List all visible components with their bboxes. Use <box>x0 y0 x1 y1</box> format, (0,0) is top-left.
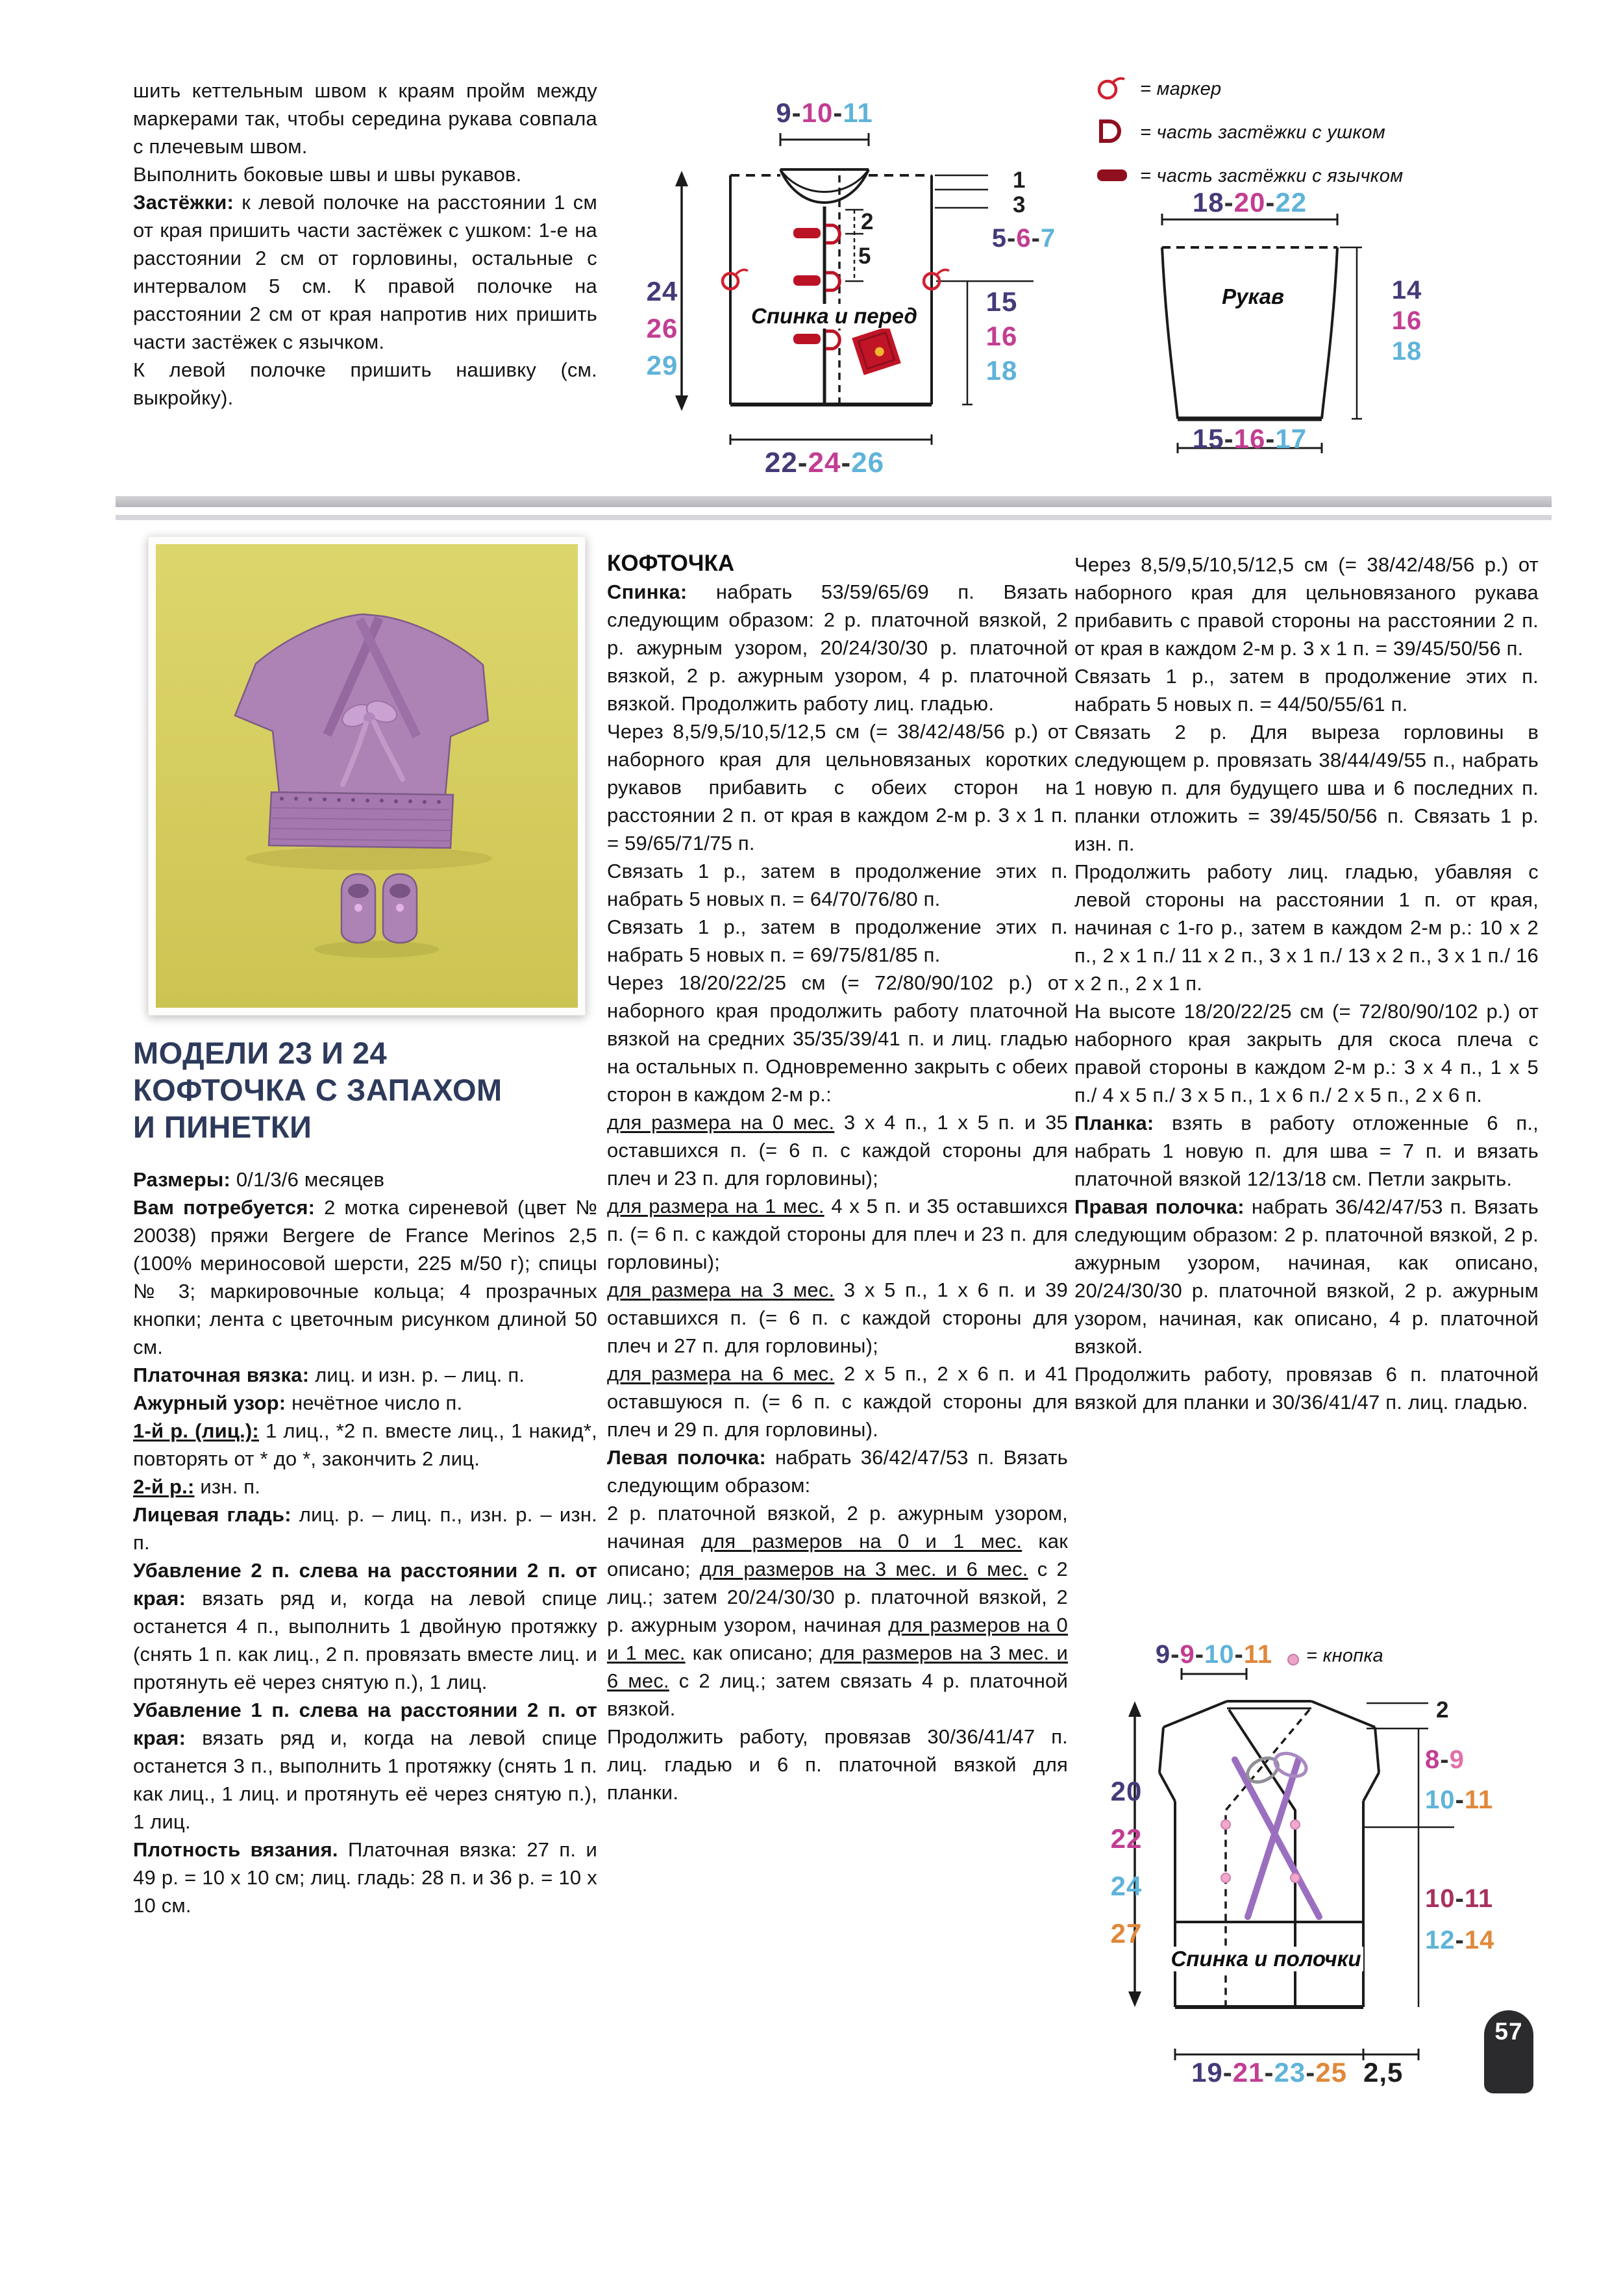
clasp-tongue-icon <box>1089 157 1140 195</box>
paragraph: Через 18/20/22/25 см (= 72/80/90/102 р.) от наборного края продолжить работу платочной вязкой на средних 35/35/39/41 п. и лиц. гладью на остальных п. Одновременно закрыть с обеих сторон в каждом 2-м р.: <box>607 971 1068 1106</box>
size-value: 16 <box>1391 306 1422 335</box>
size-value: 21 <box>1232 2057 1265 2088</box>
dim-fronts-band-height: 12-14 <box>1425 1926 1495 1954</box>
size-value: 19 <box>1191 2057 1223 2088</box>
paragraph: Спинка: набрать 53/59/65/69 п. Вязать следующим образом: 2 р. платочной вязкой, 2 р. ажурным узором, 20/24/30/30 р. платочной вязкой, 2 р. ажурным узором, 4 р. платочной вязкой. Продолжить работу лиц. гладью. <box>607 580 1068 715</box>
paragraph: шить кеттельным швом к краям пройм между маркерами так, чтобы середина рукава совпала с плечевым швом. <box>133 79 597 158</box>
arrow-up-icon <box>675 171 688 186</box>
paragraph: Выполнить боковые швы и швы рукавов. <box>133 163 522 186</box>
legend-item-clasp-eye <box>1089 115 1403 150</box>
section-heading <box>133 1034 502 1145</box>
paragraph: для размера на 1 мес. 4 х 5 п. и 35 оставшихся п. (= 6 п. с каждой стороны для плеч и 23 п. для горловины); <box>607 1195 1068 1273</box>
size-value: 26 <box>851 447 885 479</box>
size-value: 7 <box>1040 224 1056 253</box>
size-value: 22 <box>1110 1823 1143 1854</box>
schematic-back-front-label: Спинка и перед <box>740 304 928 329</box>
size-value: 27 <box>1110 1918 1143 1949</box>
page-number: 57 <box>1494 2018 1523 2045</box>
materials-column <box>133 1166 597 1919</box>
size-value: 15 <box>985 286 1018 317</box>
dim-right-heights <box>973 284 1031 388</box>
dim-bottom-width: 22-24-26 <box>764 447 885 479</box>
paragraph: Убавление 1 п. слева на расстоянии 2 п. от края: вязать ряд и, когда на левой спице останется 3 п., выполнить 1 протяжку (снять 1 п. как лиц., 1 лиц. и протянуть её через снятую п.), 1 лиц. <box>133 1699 597 1833</box>
paragraph: Убавление 2 п. слева на расстоянии 2 п. от края: вязать ряд и, когда на левой спице останется 4 п., выполнить 1 двойную протяжку (снять 1 п. как лиц., 2 п. провязать вместе лиц. и протянуть её через снятую п.), 1 лиц. <box>133 1559 597 1693</box>
paragraph: Связать 1 р., затем в продолжение этих п. набрать 5 новых п. = 69/75/81/85 п. <box>607 916 1068 966</box>
size-value: 16 <box>1233 423 1266 454</box>
separator-rule <box>116 515 1552 520</box>
size-value: 24 <box>808 447 841 479</box>
paragraph: Платочная вязка: лиц. и изн. р. – лиц. п. <box>133 1364 525 1386</box>
clasp-eye-icon <box>1089 114 1140 152</box>
size-value: 22 <box>1275 187 1307 218</box>
size-value: 23 <box>1274 2057 1306 2088</box>
size-value: 9 <box>1180 1640 1195 1669</box>
separator-rule <box>116 496 1552 507</box>
dim-fronts-2: 2 <box>1436 1697 1450 1723</box>
paragraph: для размера на 3 мес. 3 х 5 п., 1 х 6 п. и 39 оставшихся п. (= 6 п. с каждой стороны для плеч и 27 п. для горловины); <box>607 1279 1069 1357</box>
button-legend-label: = кнопка <box>1306 1645 1383 1666</box>
size-value: 10 <box>1425 1884 1456 1913</box>
size-value: 18 <box>985 355 1018 386</box>
size-value: 9 <box>776 97 792 128</box>
size-value: 11 <box>1243 1640 1273 1669</box>
size-value: 14 <box>1391 276 1422 305</box>
paragraph: Лицевая гладь: лиц. р. – лиц. п., изн. р. – изн. п. <box>133 1503 597 1554</box>
size-value: 17 <box>1275 423 1307 454</box>
dim-fronts-neck: 9-9-10-11 <box>1155 1640 1273 1669</box>
size-value: 20 <box>1110 1776 1143 1806</box>
dim-fronts-armhole: 10-11 <box>1425 1786 1494 1814</box>
size-value: 29 <box>646 350 678 381</box>
paragraph: Связать 1 р., затем в продолжение этих п. набрать 5 новых п. = 44/50/55/61 п. <box>1074 665 1539 716</box>
size-value: 16 <box>985 321 1018 351</box>
photo-knitted-set <box>148 536 586 1016</box>
size-value: 10 <box>801 97 834 128</box>
size-value: 10 <box>1425 1786 1456 1814</box>
dim-fronts-lower: 10-11 <box>1425 1884 1494 1913</box>
size-value: 18 <box>1391 337 1422 366</box>
legend-label: = маркер <box>1140 78 1222 99</box>
paragraph: 1-й р. (лиц.): 1 лиц., *2 п. вместе лиц., 1 накид*, повторять от * до *, закончить 2 лиц. <box>133 1419 597 1470</box>
finishing-instructions <box>133 77 597 412</box>
page-number-badge <box>1484 2010 1533 2093</box>
size-value: 12 <box>1425 1926 1456 1954</box>
paragraph: Вам потребуется: 2 мотка сиреневой (цвет № 20038) пряжи Bergere de France Merinos 2,5 (100% мериносовой шерсти, 225 м/50 г); спицы № 3; маркировочные кольца; 4 прозрачных кнопки; лента с цветочным рисунком длиной 50 см. <box>133 1196 597 1358</box>
paragraph: для размера на 6 мес. 2 х 5 п., 2 х 6 п. и 41 оставшуюся п. (= 6 п. с каждой стороны для плеч и 29 п. для горловины). <box>607 1362 1069 1441</box>
size-value: 9 <box>1449 1745 1465 1774</box>
paragraph: Плотность вязания. Платочная вязка: 27 п. и 49 р. = 10 х 10 см; лиц. гладь: 28 п. и 36 р. = 10 х 10 см. <box>133 1838 597 1917</box>
paragraph: 2 р. платочной вязкой, 2 р. ажурным узором, начиная для размеров на 0 и 1 мес. как описано; для размеров на 3 мес. и 6 мес. с 2 лиц.; затем 20/24/30/30 р. платочной вязкой, 2 р. ажурным узором, начиная для размеров на 0 и 1 мес. как описано; для размеров на 3 мес. и 6 мес. с 2 лиц.; затем связать 4 р. платочной вязкой. <box>607 1502 1068 1720</box>
size-value: 24 <box>646 276 678 306</box>
paragraph: Продолжить работу, провязав 6 п. платочной вязкой для планки и 30/36/41/47 п. лиц. гладью. <box>1074 1363 1539 1414</box>
paragraph: 2-й р.: изн. п. <box>133 1475 261 1498</box>
heading-line: И ПИНЕТКИ <box>133 1110 312 1144</box>
size-value: 20 <box>1233 187 1266 218</box>
paragraph: Правая полочка: набрать 36/42/47/53 п. Вязать следующим образом: 2 р. платочной вязкой, 2 р. ажурным узором, начиная, как описано, 20/24/30/30 р. платочной вязкой, 2 р. ажурным узором, начиная, как описано, 4 р. платочной вязкой. <box>1074 1195 1539 1358</box>
ribbon-bow <box>1235 1749 1319 1917</box>
dim-sleeve-heights <box>1371 275 1443 367</box>
paragraph: Через 8,5/9,5/10,5/12,5 см (= 38/42/48/56 р.) от наборного края для цельновязаных коротких рукавов прибавить с обеих сторон на расстоянии 2 п. от края в каждом 2-м р. 3 х 1 п. = 59/65/71/75 п. <box>607 720 1068 855</box>
legend <box>1089 71 1403 202</box>
dim-sleeve-567: 5-6-7 <box>991 224 1056 253</box>
paragraph: На высоте 18/20/22/25 см (= 72/80/90/102 р.) от наборного края закрыть для скоса плеча с правой стороны в каждом 2-м р.: 3 х 4 п., 1 х 5 п./ 4 х 5 п./ 3 х 5 п., 1 х 6 п./ 2 х 5 п., 2 х 6 п. <box>1074 1000 1539 1106</box>
dim-fronts-bottom: 19-21-23-25 <box>1191 2057 1347 2088</box>
paragraph: Застёжки: к левой полочке на расстоянии 1 см от края пришить части застёжек с ушком: 1-е на расстоянии 2 см от горловины, остальные с интервалом 5 см. К правой полочке на расстоянии 2 см от края напротив них пришить части застёжек с язычком. <box>133 191 597 353</box>
jacket-instructions-column <box>607 578 1068 1806</box>
heading-line: МОДЕЛИ 23 И 24 <box>133 1036 388 1070</box>
size-value: 26 <box>646 313 678 343</box>
dim-right-1: 1 <box>1013 168 1026 193</box>
arrow-down-icon <box>675 395 688 411</box>
paragraph: для размера на 0 мес. 3 х 4 п., 1 х 5 п. и 35 оставшихся п. (= 6 п. с каждой стороны для плеч и 23 п. для горловины); <box>607 1111 1069 1190</box>
size-value: 25 <box>1315 2057 1347 2088</box>
heading-line: КОФТОЧКА С ЗАПАХОМ <box>133 1073 502 1107</box>
size-value: 11 <box>1464 1786 1494 1814</box>
dim-fronts-band-width: 2,5 <box>1363 2057 1404 2088</box>
schematic-back-fronts-label: Спинка и полочки <box>1169 1947 1363 1971</box>
clasp-icons <box>793 225 839 349</box>
paragraph: Продолжить работу лиц. гладью, убавляя с левой стороны на расстоянии 1 п. от края, начиная с 1-го р., затем в каждом 2-м р.: 10 х 2 п., 2 х 1 п./ 11 х 2 п., 3 х 1 п./ 13 х 2 п., 3 х 1 п./ 16 х 2 п., 2 х 1 п. <box>1074 860 1539 995</box>
paragraph: Связать 1 р., затем в продолжение этих п. набрать 5 новых п. = 64/70/76/80 п. <box>607 860 1068 910</box>
dim-body-height <box>633 273 691 384</box>
size-value: 9 <box>1155 1640 1171 1669</box>
size-value: 11 <box>843 97 873 128</box>
legend-label: = часть застёжки с язычком <box>1140 165 1404 186</box>
schematic-sleeve-label: Рукав <box>1188 284 1318 309</box>
size-value: 6 <box>1016 224 1032 253</box>
size-value: 8 <box>1425 1745 1441 1774</box>
paragraph: Через 8,5/9,5/10,5/12,5 см (= 38/42/48/56 р.) от наборного края для цельновязаного рукава прибавить с правой стороны на расстоянии 2 п. от края в каждом 2-м р. 3 х 1 п. = 39/45/50/56 п. <box>1074 553 1539 660</box>
dim-inner-5: 5 <box>858 243 872 269</box>
dim-inner-2: 2 <box>861 209 874 234</box>
dim-fronts-height <box>1094 1767 1159 1957</box>
size-value: 5 <box>991 224 1008 253</box>
size-value: 10 <box>1204 1640 1235 1669</box>
jacket-heading: КОФТОЧКА <box>607 551 735 576</box>
size-value: 14 <box>1464 1926 1495 1954</box>
dim-right-3: 3 <box>1013 192 1026 218</box>
dim-neck-width: 9-10-11 <box>776 97 873 128</box>
size-value: 15 <box>1192 423 1224 454</box>
dim-sleeve-top: 18-20-22 <box>1192 187 1307 218</box>
dim-sleeve-bottom: 15-16-17 <box>1192 423 1307 454</box>
yarn-brand-logo <box>852 326 901 375</box>
paragraph: Ажурный узор: нечётное число п. <box>133 1391 463 1414</box>
right-instructions-column <box>1074 551 1539 1416</box>
paragraph: Планка: взять в работу отложенные 6 п., набрать 1 новую п. для шва = 7 п. и вязать платочной вязкой 12/13/18 см. Петли закрыть. <box>1074 1112 1539 1190</box>
paragraph: Левая полочка: набрать 36/42/47/53 п. Вязать следующим образом: <box>607 1446 1068 1497</box>
marker-icon <box>1089 70 1140 108</box>
size-value: 24 <box>1110 1871 1143 1901</box>
paragraph: Продолжить работу, провязав 30/36/41/47 п. лиц. гладью и 6 п. платочной вязкой для планки. <box>607 1725 1068 1804</box>
paragraph: Связать 2 р. Для выреза горловины в следующем р. провязать 38/44/49/55 п., набрать 1 новую п. для будущего шва и 6 последних п. планки отложить = 39/45/50/56 п. Связать 1 р. изн. п. <box>1074 721 1539 855</box>
legend-item-marker <box>1089 71 1403 106</box>
size-value: 18 <box>1192 187 1224 218</box>
size-value: 22 <box>764 447 798 479</box>
legend-label: = часть застёжки с ушком <box>1140 121 1386 143</box>
dim-fronts-neck-depth: 8-9 <box>1425 1745 1465 1774</box>
size-value: 11 <box>1464 1884 1494 1913</box>
paragraph: К левой полочке пришить нашивку (см. выкройку). <box>133 358 597 409</box>
paragraph: Размеры: 0/1/3/6 месяцев <box>133 1168 385 1191</box>
